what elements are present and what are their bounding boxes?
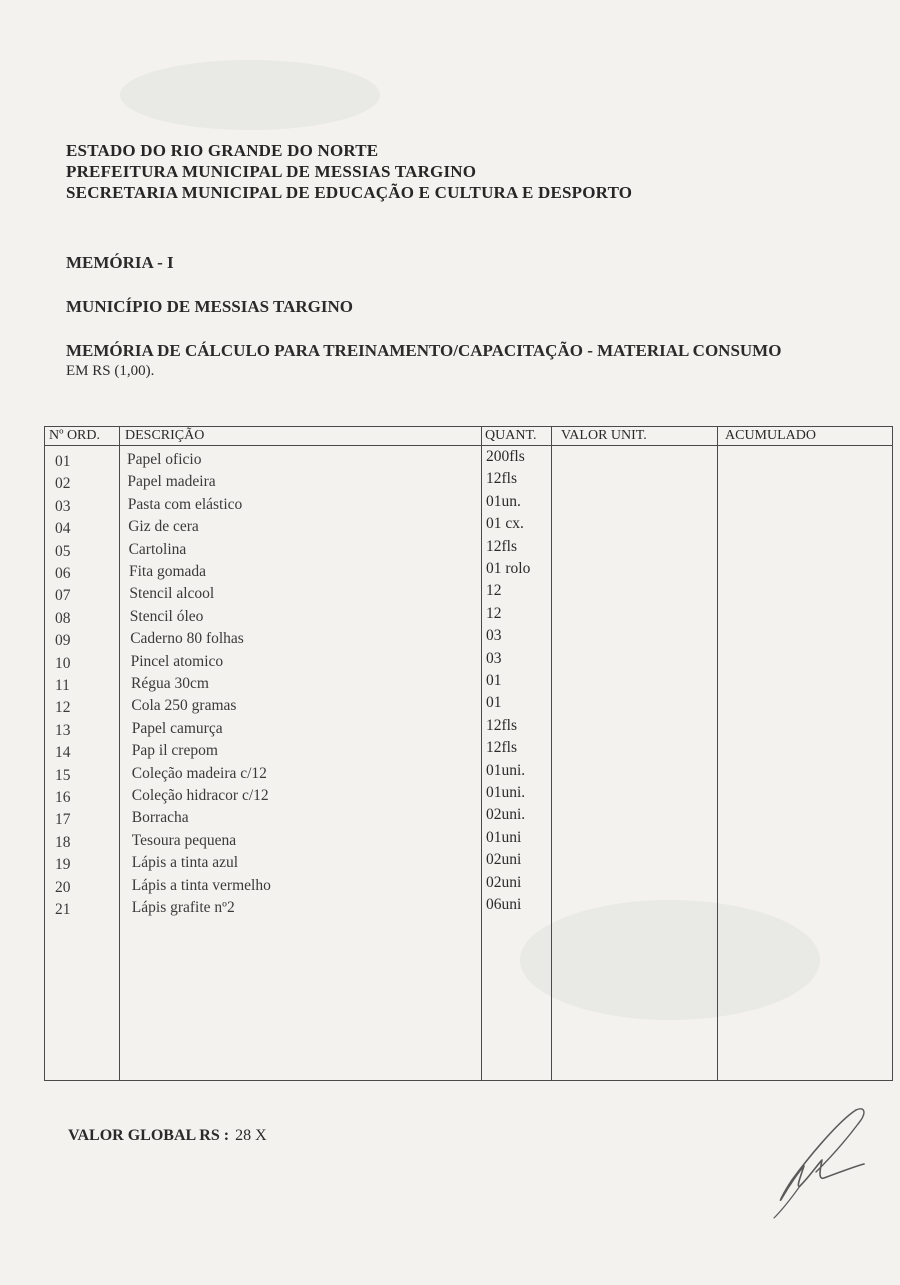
row-ord: 08 xyxy=(55,609,71,627)
row-quantity: 12fls xyxy=(486,470,517,488)
row-ord: 01 xyxy=(55,453,71,470)
row-quantity: 01uni xyxy=(486,828,522,846)
row-ord: 02 xyxy=(55,475,71,493)
row-quantity: 01un. xyxy=(486,492,521,510)
header-qty: QUANT. xyxy=(485,428,537,443)
row-quantity: 12 xyxy=(486,582,502,600)
paper-stain xyxy=(120,60,380,130)
header-unit: VALOR UNIT. xyxy=(561,428,647,443)
calc-title-line1: MEMÓRIA DE CÁLCULO PARA TREINAMENTO/CAPACITAÇÃO - MATERIAL CONSUMO xyxy=(66,341,782,360)
row-description: Cola 250 gramas xyxy=(131,697,237,715)
row-quantity: 12fls xyxy=(486,537,517,555)
calc-title-line2: EM RS (1,00). xyxy=(66,363,155,379)
row-quantity: 03 xyxy=(486,649,502,667)
column-divider xyxy=(119,427,120,1080)
row-description: Fita gomada xyxy=(129,563,207,580)
row-description: Papel camurça xyxy=(131,719,223,737)
row-description: Pasta com elástico xyxy=(127,495,243,513)
row-quantity: 02uni. xyxy=(486,806,526,824)
row-quantity: 01 rolo xyxy=(486,560,531,577)
row-quantity: 01 cx. xyxy=(486,515,524,533)
row-description: Papel oficio xyxy=(127,451,202,468)
row-ord: 11 xyxy=(55,677,70,694)
row-ord: 04 xyxy=(55,520,71,538)
header-desc: DESCRIÇÃO xyxy=(125,428,205,443)
row-description: Giz de cera xyxy=(128,518,199,536)
row-description: Tesoura pequena xyxy=(131,831,237,849)
header-acc: ACUMULADO xyxy=(725,428,816,443)
row-quantity: 01 xyxy=(486,672,502,689)
row-quantity: 12fls xyxy=(486,739,517,757)
row-quantity: 12 xyxy=(486,604,502,622)
row-description: Stencil óleo xyxy=(129,607,204,625)
row-description: Lápis grafite nº2 xyxy=(131,899,235,916)
row-description: Lápis a tinta vermelho xyxy=(131,876,271,894)
row-ord: 19 xyxy=(55,856,71,874)
row-quantity: 03 xyxy=(486,627,502,645)
column-divider xyxy=(717,427,718,1080)
row-ord: 09 xyxy=(55,632,71,650)
row-quantity: 01uni. xyxy=(486,784,526,801)
row-ord: 10 xyxy=(55,654,71,672)
header-state: ESTADO DO RIO GRANDE DO NORTE xyxy=(66,141,379,160)
memoria-title: MEMÓRIA - I xyxy=(66,253,174,272)
row-quantity: 01 xyxy=(486,694,502,712)
document-header xyxy=(66,140,632,203)
row-quantity: 02uni xyxy=(486,851,522,869)
header-prefecture: PREFEITURA MUNICIPAL DE MESSIAS TARGINO xyxy=(66,162,477,181)
row-ord: 16 xyxy=(55,789,71,806)
row-description: Coleção hidracor c/12 xyxy=(131,787,269,804)
global-amount: 28 X xyxy=(235,1127,267,1144)
row-ord: 13 xyxy=(55,721,71,739)
row-description: Coleção madeira c/12 xyxy=(131,764,267,782)
row-description: Stencil alcool xyxy=(129,585,215,603)
row-quantity: 200fls xyxy=(486,448,525,465)
row-quantity: 01uni. xyxy=(486,761,526,779)
row-description: Lápis a tinta azul xyxy=(131,854,239,872)
row-ord: 06 xyxy=(55,565,71,582)
row-description: Borracha xyxy=(131,809,189,827)
row-ord: 14 xyxy=(55,744,71,762)
column-divider xyxy=(551,427,552,1080)
row-ord: 05 xyxy=(55,542,71,560)
header-ord: Nº ORD. xyxy=(49,428,101,443)
row-description: Cartolina xyxy=(128,540,187,558)
row-quantity: 02uni xyxy=(486,873,522,891)
row-ord: 20 xyxy=(55,878,71,896)
row-ord: 17 xyxy=(55,811,71,829)
column-divider xyxy=(481,427,482,1080)
material-table xyxy=(44,426,893,1081)
row-ord: 18 xyxy=(55,833,71,851)
row-description: Régua 30cm xyxy=(131,675,209,692)
row-ord: 21 xyxy=(55,901,71,918)
row-quantity: 12fls xyxy=(486,716,517,734)
row-description: Pincel atomico xyxy=(130,652,224,670)
global-label: VALOR GLOBAL RS : xyxy=(68,1127,230,1144)
row-description: Papel madeira xyxy=(127,473,216,491)
calc-title xyxy=(66,341,866,381)
row-description: Caderno 80 folhas xyxy=(130,630,244,648)
row-quantity: 06uni xyxy=(486,896,522,913)
global-value xyxy=(68,1127,267,1145)
signature xyxy=(760,1100,880,1220)
row-ord: 03 xyxy=(55,497,71,515)
header-secretary: SECRETARIA MUNICIPAL DE EDUCAÇÃO E CULTURA E DESPORTO xyxy=(66,183,633,202)
row-ord: 12 xyxy=(55,699,71,717)
row-ord: 07 xyxy=(55,587,71,605)
header-divider xyxy=(45,445,892,446)
row-ord: 15 xyxy=(55,766,71,784)
municipio-title: MUNICÍPIO DE MESSIAS TARGINO xyxy=(66,297,353,316)
row-description: Pap il crepom xyxy=(131,742,218,760)
